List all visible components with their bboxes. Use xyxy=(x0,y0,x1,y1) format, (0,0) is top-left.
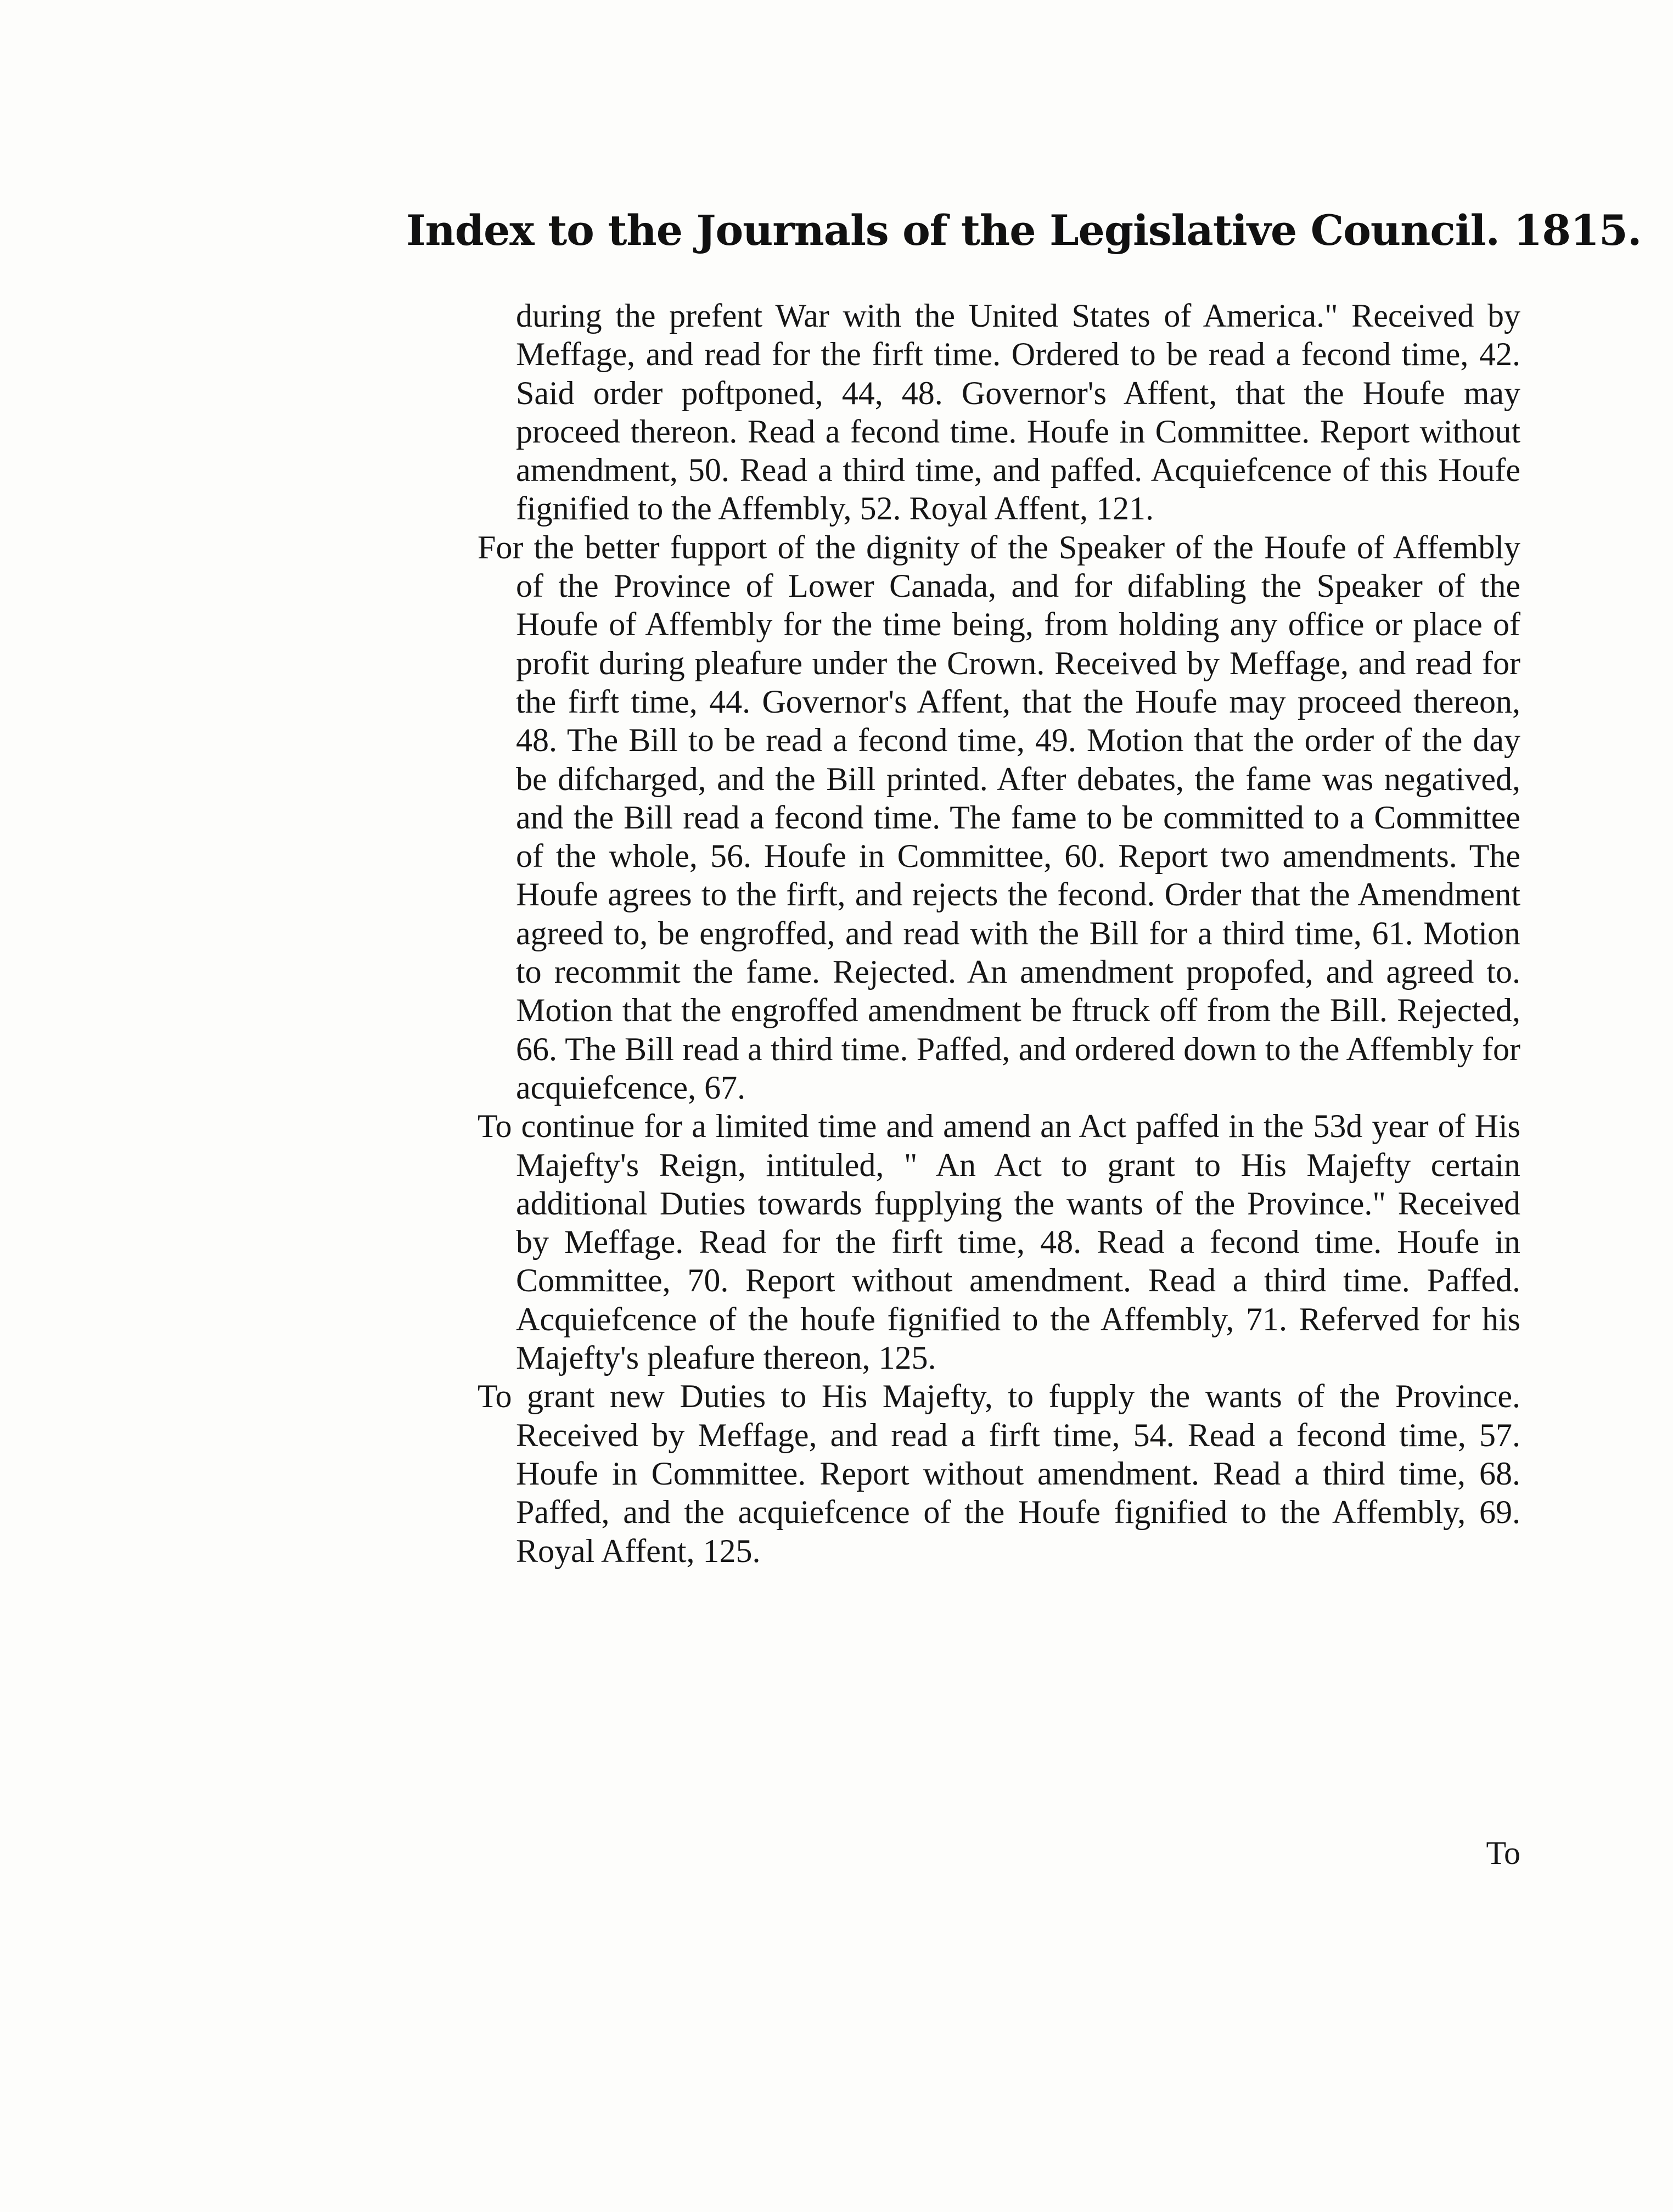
index-entry-continue-act: To continue for a limited time and amend an Act paffed in the 53d year of His Majefty's Reign, intituled, " An Act to grant to His Majefty certain additional Duties towards fupplying the wants of the Province." Received by Meffage. Read for the firft time, 48. Read a fecond time. Houfe in Committee, 70. Report without amendment. Read a third time. Paffed. Acquiefcence of the houfe fignified to the Affembly, 71. Referved for his Majefty's pleafure thereon, 125. xyxy=(478,1108,1520,1376)
index-entry-speaker-support: For the better fupport of the dignity of the Speaker of the Houfe of Affembly of the Province of Lower Canada, and for difabling the Speaker of the Houfe of Affembly for the time being, from holding any office or place of profit during pleafure under the Crown. Received by Meffage, and read for the firft time, 44. Governor's Affent, that the Houfe may proceed thereon, 48. The Bill to be read a fecond time, 49. Motion that the order of the day be difcharged, and the Bill printed. After debates, the fame was negatived, and the Bill read a fecond time. The fame to be committed to a Committee of the whole, 56. Houfe in Committee, 60. Report two amendments. The Houfe agrees to the firft, and rejects the fecond. Order that the Amendment agreed to, be engroffed, and read with the Bill for a third time, 61. Motion to recommit the fame. Rejected. An amendment propofed, and agreed to. Motion that the engroffed amendment be ftruck off from the Bill. Rejected, 66. The Bill read a third time. Paffed, and ordered down to the Affembly for acquiefcence, 67. xyxy=(478,529,1520,1106)
running-header: Index to the Journals of the Legislative Council. 1815. xyxy=(406,206,1642,255)
index-entry-continued: during the prefent War with the United States of America." Received by Meffage, and read for the firft time. Ordered to be read a fecond time, 42. Said order poftponed, 44, 48. Governor's Affent, that the Houfe may proceed thereon. Read a fecond time. Houfe in Committee. Report without amendment, 50. Read a third time, and paffed. Acquiefcence of this Houfe fignified to the Affembly, 52. Royal Affent, 121. xyxy=(516,298,1520,527)
catchword: To xyxy=(1486,1835,1520,1871)
index-entry-new-duties: To grant new Duties to His Majefty, to fupply the wants of the Province. Received by Meffage, and read a firft time, 54. Read a fecond time, 57. Houfe in Committee. Report without amendment. Read a third time, 68. Paffed, and the acquiefcence of the Houfe fignified to the Affembly, 69. Royal Affent, 125. xyxy=(478,1378,1520,1569)
index-entries xyxy=(478,296,1520,1570)
